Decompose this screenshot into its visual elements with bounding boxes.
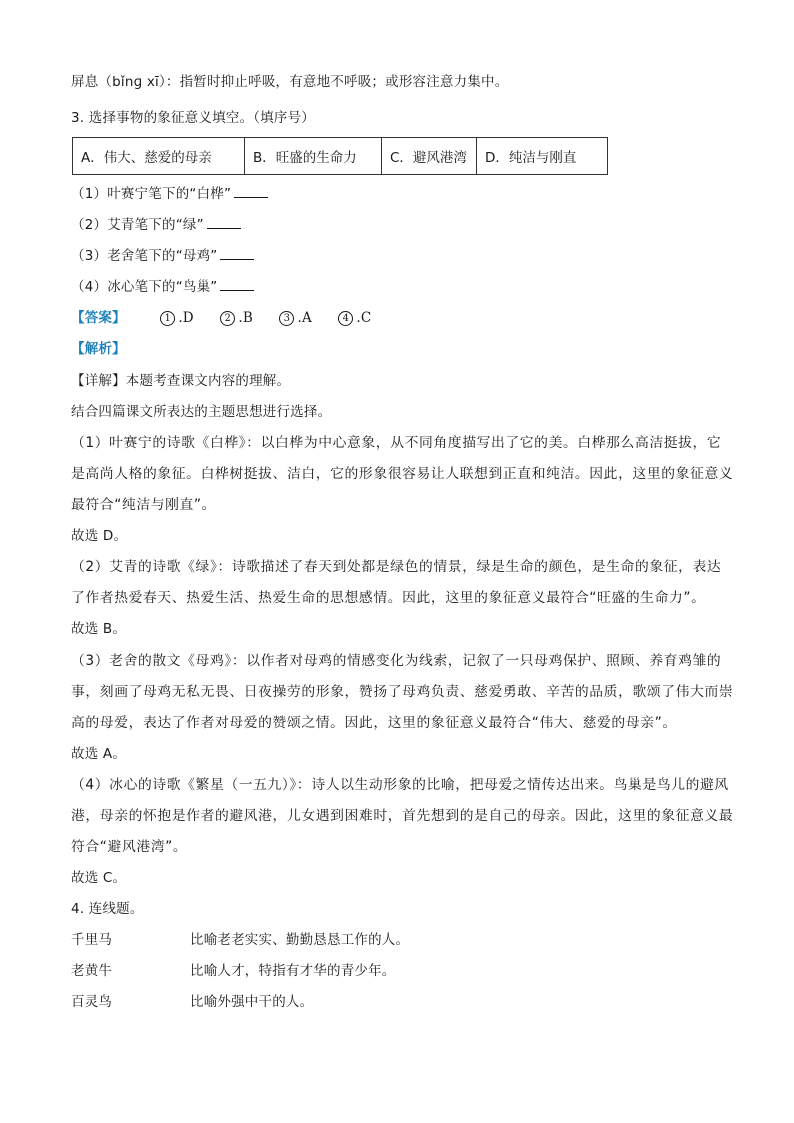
answer-blank	[220, 278, 254, 291]
answer-blank	[207, 216, 241, 229]
paragraph-1-line-2: 是高尚人格的象征。白桦树挺拔、洁白，它的形象很容易让人联想到正直和纯洁。因此，这里的象征意义	[71, 466, 734, 482]
paragraph-4-line-2: 港，母亲的怀抱是作者的避风港，儿女遇到困难时，首先想到的是自己的母亲。因此，这里的象征意义最	[71, 808, 734, 824]
option-c: C．避风港湾	[382, 138, 477, 175]
subquestion-3: （3）老舍笔下的“母鸡”	[71, 247, 254, 265]
question-3-title: 3. 选择事物的象征意义填空。（填序号）	[71, 110, 315, 126]
answer-item-4: 4 .C	[338, 309, 371, 327]
option-d: D．纯洁与刚直	[477, 138, 608, 175]
match-row-2: 老黄牛 比喻人才，特指有才华的青少年。	[71, 963, 396, 979]
question-4-title: 4. 连线题。	[71, 901, 144, 917]
analysis-detail: 【详解】本题考查课文内容的理解。	[71, 373, 291, 389]
subquestion-1: （1）叶赛宁笔下的“白桦”	[71, 185, 268, 203]
paragraph-4-line-1: （4）冰心的诗歌《繁星（一五九）》：诗人以生动形象的比喻，把母爱之情传达出来。鸟巢是鸟儿的避风	[71, 777, 729, 793]
conclusion-3: 故选 A。	[71, 746, 127, 762]
subquestion-4: （4）冰心笔下的“鸟巢”	[71, 278, 254, 296]
option-a: A．伟大、慈爱的母亲	[73, 138, 245, 175]
answer-blank	[220, 247, 254, 260]
pingxi-definition: 屏息（bǐnɡ xī）：指暂时抑止呼吸，有意地不呼吸；或形容注意力集中。	[71, 74, 509, 90]
answer-tag: 【答案】	[71, 310, 126, 326]
answer-item-2: 2 .B	[220, 309, 253, 327]
answer-blank	[234, 185, 268, 198]
analysis-intro: 结合四篇课文所表达的主题思想进行选择。	[71, 404, 332, 420]
conclusion-1: 故选 D。	[71, 528, 128, 544]
paragraph-3-line-3: 高的母爱，表达了作者对母爱的赞颂之情。因此，这里的象征意义最符合“伟大、慈爱的母亲”。	[71, 715, 677, 731]
conclusion-4: 故选 C。	[71, 870, 127, 886]
paragraph-3-line-2: 事，刻画了母鸡无私无畏、日夜操劳的形象，赞扬了母鸡负责、慈爱勇敢、辛苦的品质，歌颂了伟大而崇	[71, 684, 734, 700]
paragraph-1-line-1: （1）叶赛宁的诗歌《白桦》：以白桦为中心意象，从不同角度描写出了它的美。白桦那么高洁挺拔，它	[71, 435, 722, 451]
paragraph-4-line-3: 符合“避风港湾”。	[71, 839, 188, 855]
paragraph-1-line-3: 最符合“纯洁与刚直”。	[71, 497, 217, 513]
paragraph-2-line-1: （2）艾青的诗歌《绿》：诗歌描述了春天到处都是绿色的情景，绿是生命的颜色，是生命的象征，表达	[71, 559, 722, 575]
subquestion-2: （2）艾青笔下的“绿”	[71, 216, 241, 234]
analysis-tag: 【解析】	[71, 341, 126, 357]
answer-item-3: 3 .A	[279, 309, 311, 327]
match-row-1: 千里马 比喻老老实实、勤勤恳恳工作的人。	[71, 932, 410, 948]
option-b: B．旺盛的生命力	[245, 138, 382, 175]
match-row-3: 百灵鸟 比喻外强中干的人。	[71, 994, 314, 1010]
options-table	[72, 137, 608, 175]
conclusion-2: 故选 B。	[71, 621, 127, 637]
answer-line	[71, 309, 371, 327]
answer-item-1: 1 .D	[160, 309, 194, 327]
paragraph-3-line-1: （3）老舍的散文《母鸡》：以作者对母鸡的情感变化为线索，记叙了一只母鸡保护、照顾、养育鸡雏的	[71, 653, 722, 669]
paragraph-2-line-2: 了作者热爱春天、热爱生活、热爱生命的思想感情。因此，这里的象征意义最符合“旺盛的生命力”。	[71, 590, 706, 606]
